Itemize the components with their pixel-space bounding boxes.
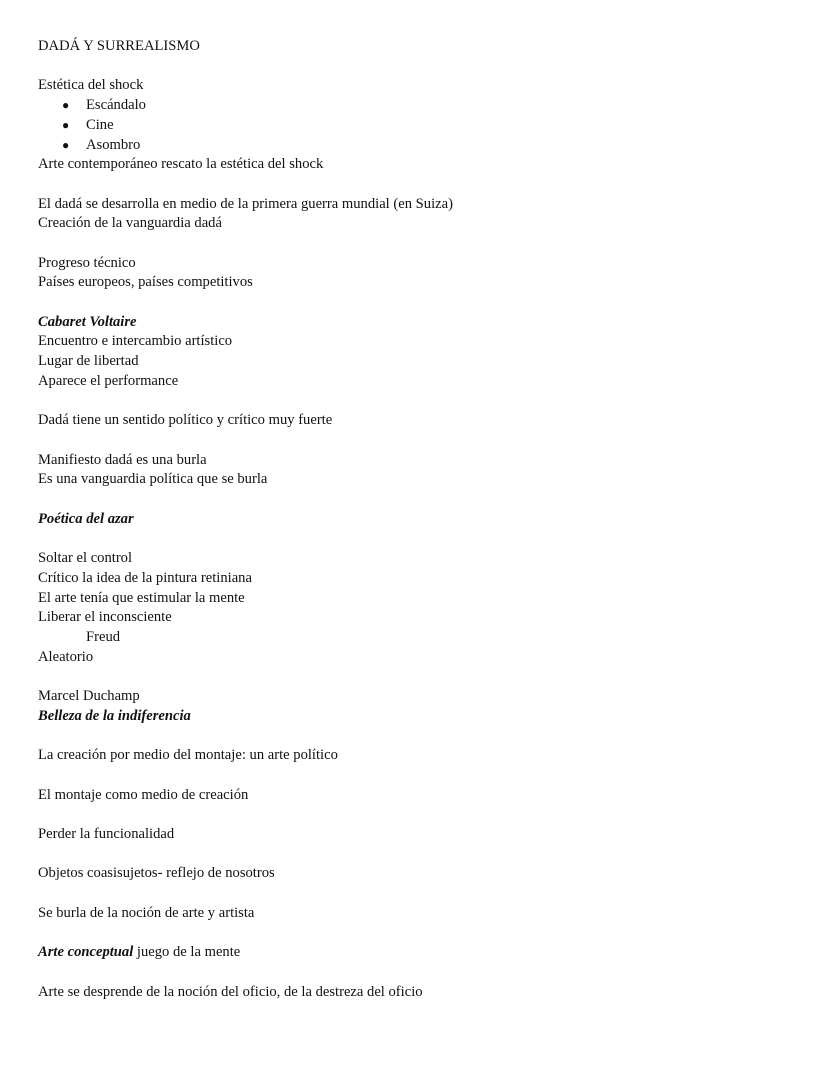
dada-origin-line: Creación de la vanguardia dadá [38, 215, 222, 232]
spacer [38, 766, 798, 786]
progress-line: Países europeos, países competitivos [38, 274, 253, 291]
shock-note: Arte contemporáneo rescato la estética del shock [38, 156, 324, 173]
shock-heading: Estética del shock [38, 77, 144, 94]
dada-origin-line: El dadá se desarrolla en medio de la primera guerra mundial (en Suiza) [38, 195, 453, 212]
azar-line: Aleatorio [38, 648, 94, 665]
montage-line: El montaje como medio de creación [38, 786, 249, 803]
spacer [38, 667, 798, 687]
shock-bullet-list [38, 96, 798, 155]
azar-line: Liberar el inconsciente [38, 609, 172, 626]
azar-line: El arte tenía que estimular la mente [38, 589, 245, 606]
bullet-icon: ● [62, 98, 70, 113]
spacer [38, 805, 798, 825]
manifesto-line: Manifiesto dadá es una burla [38, 451, 207, 468]
spacer [38, 845, 798, 865]
azar-line: Soltar el control [38, 550, 133, 567]
bullet-text: Asombro [86, 136, 141, 153]
list-item [38, 96, 798, 116]
spacer [38, 923, 798, 943]
list-item [38, 116, 798, 136]
spacer [38, 431, 798, 451]
montage-line: Perder la funcionalidad [38, 825, 175, 842]
spacer [38, 963, 798, 983]
spacer [38, 392, 798, 412]
conceptual-line [38, 943, 798, 963]
manifesto-line: Es una vanguardia política que se burla [38, 471, 268, 488]
azar-heading: Poética del azar [38, 510, 134, 527]
bullet-text: Escándalo [86, 97, 146, 114]
azar-line: Crítico la idea de la pintura retiniana [38, 569, 252, 586]
document-page [38, 37, 798, 1002]
conceptual-rest: juego de la mente [133, 944, 241, 961]
spacer [38, 293, 798, 313]
conceptual-term: Arte conceptual [38, 944, 134, 961]
progress-line: Progreso técnico [38, 254, 136, 271]
spacer [38, 490, 798, 510]
cabaret-line: Encuentro e intercambio artístico [38, 333, 233, 350]
azar-indented-line: Freud [86, 628, 121, 645]
political-line: Dadá tiene un sentido político y crítico muy fuerte [38, 412, 333, 429]
duchamp-heading: Belleza de la indiferencia [38, 707, 191, 724]
cabaret-line: Lugar de libertad [38, 353, 139, 370]
spacer [38, 57, 798, 77]
bullet-icon: ● [62, 137, 70, 152]
duchamp-name: Marcel Duchamp [38, 688, 140, 705]
spacer [38, 234, 798, 254]
spacer [38, 884, 798, 904]
document-title: DADÁ Y SURREALISMO [38, 38, 200, 54]
cabaret-heading: Cabaret Voltaire [38, 313, 137, 330]
closing-line: Arte se desprende de la noción del oficio, de la destreza del oficio [38, 983, 423, 1000]
spacer [38, 175, 798, 195]
montage-line: Se burla de la noción de arte y artista [38, 904, 255, 921]
list-item [38, 136, 798, 156]
spacer [38, 726, 798, 746]
montage-line: Objetos coasisujetos- reflejo de nosotros [38, 865, 275, 882]
cabaret-line: Aparece el performance [38, 372, 179, 389]
bullet-text: Cine [86, 116, 114, 133]
montage-line: La creación por medio del montaje: un arte político [38, 747, 338, 764]
spacer [38, 529, 798, 549]
bullet-icon: ● [62, 117, 70, 132]
